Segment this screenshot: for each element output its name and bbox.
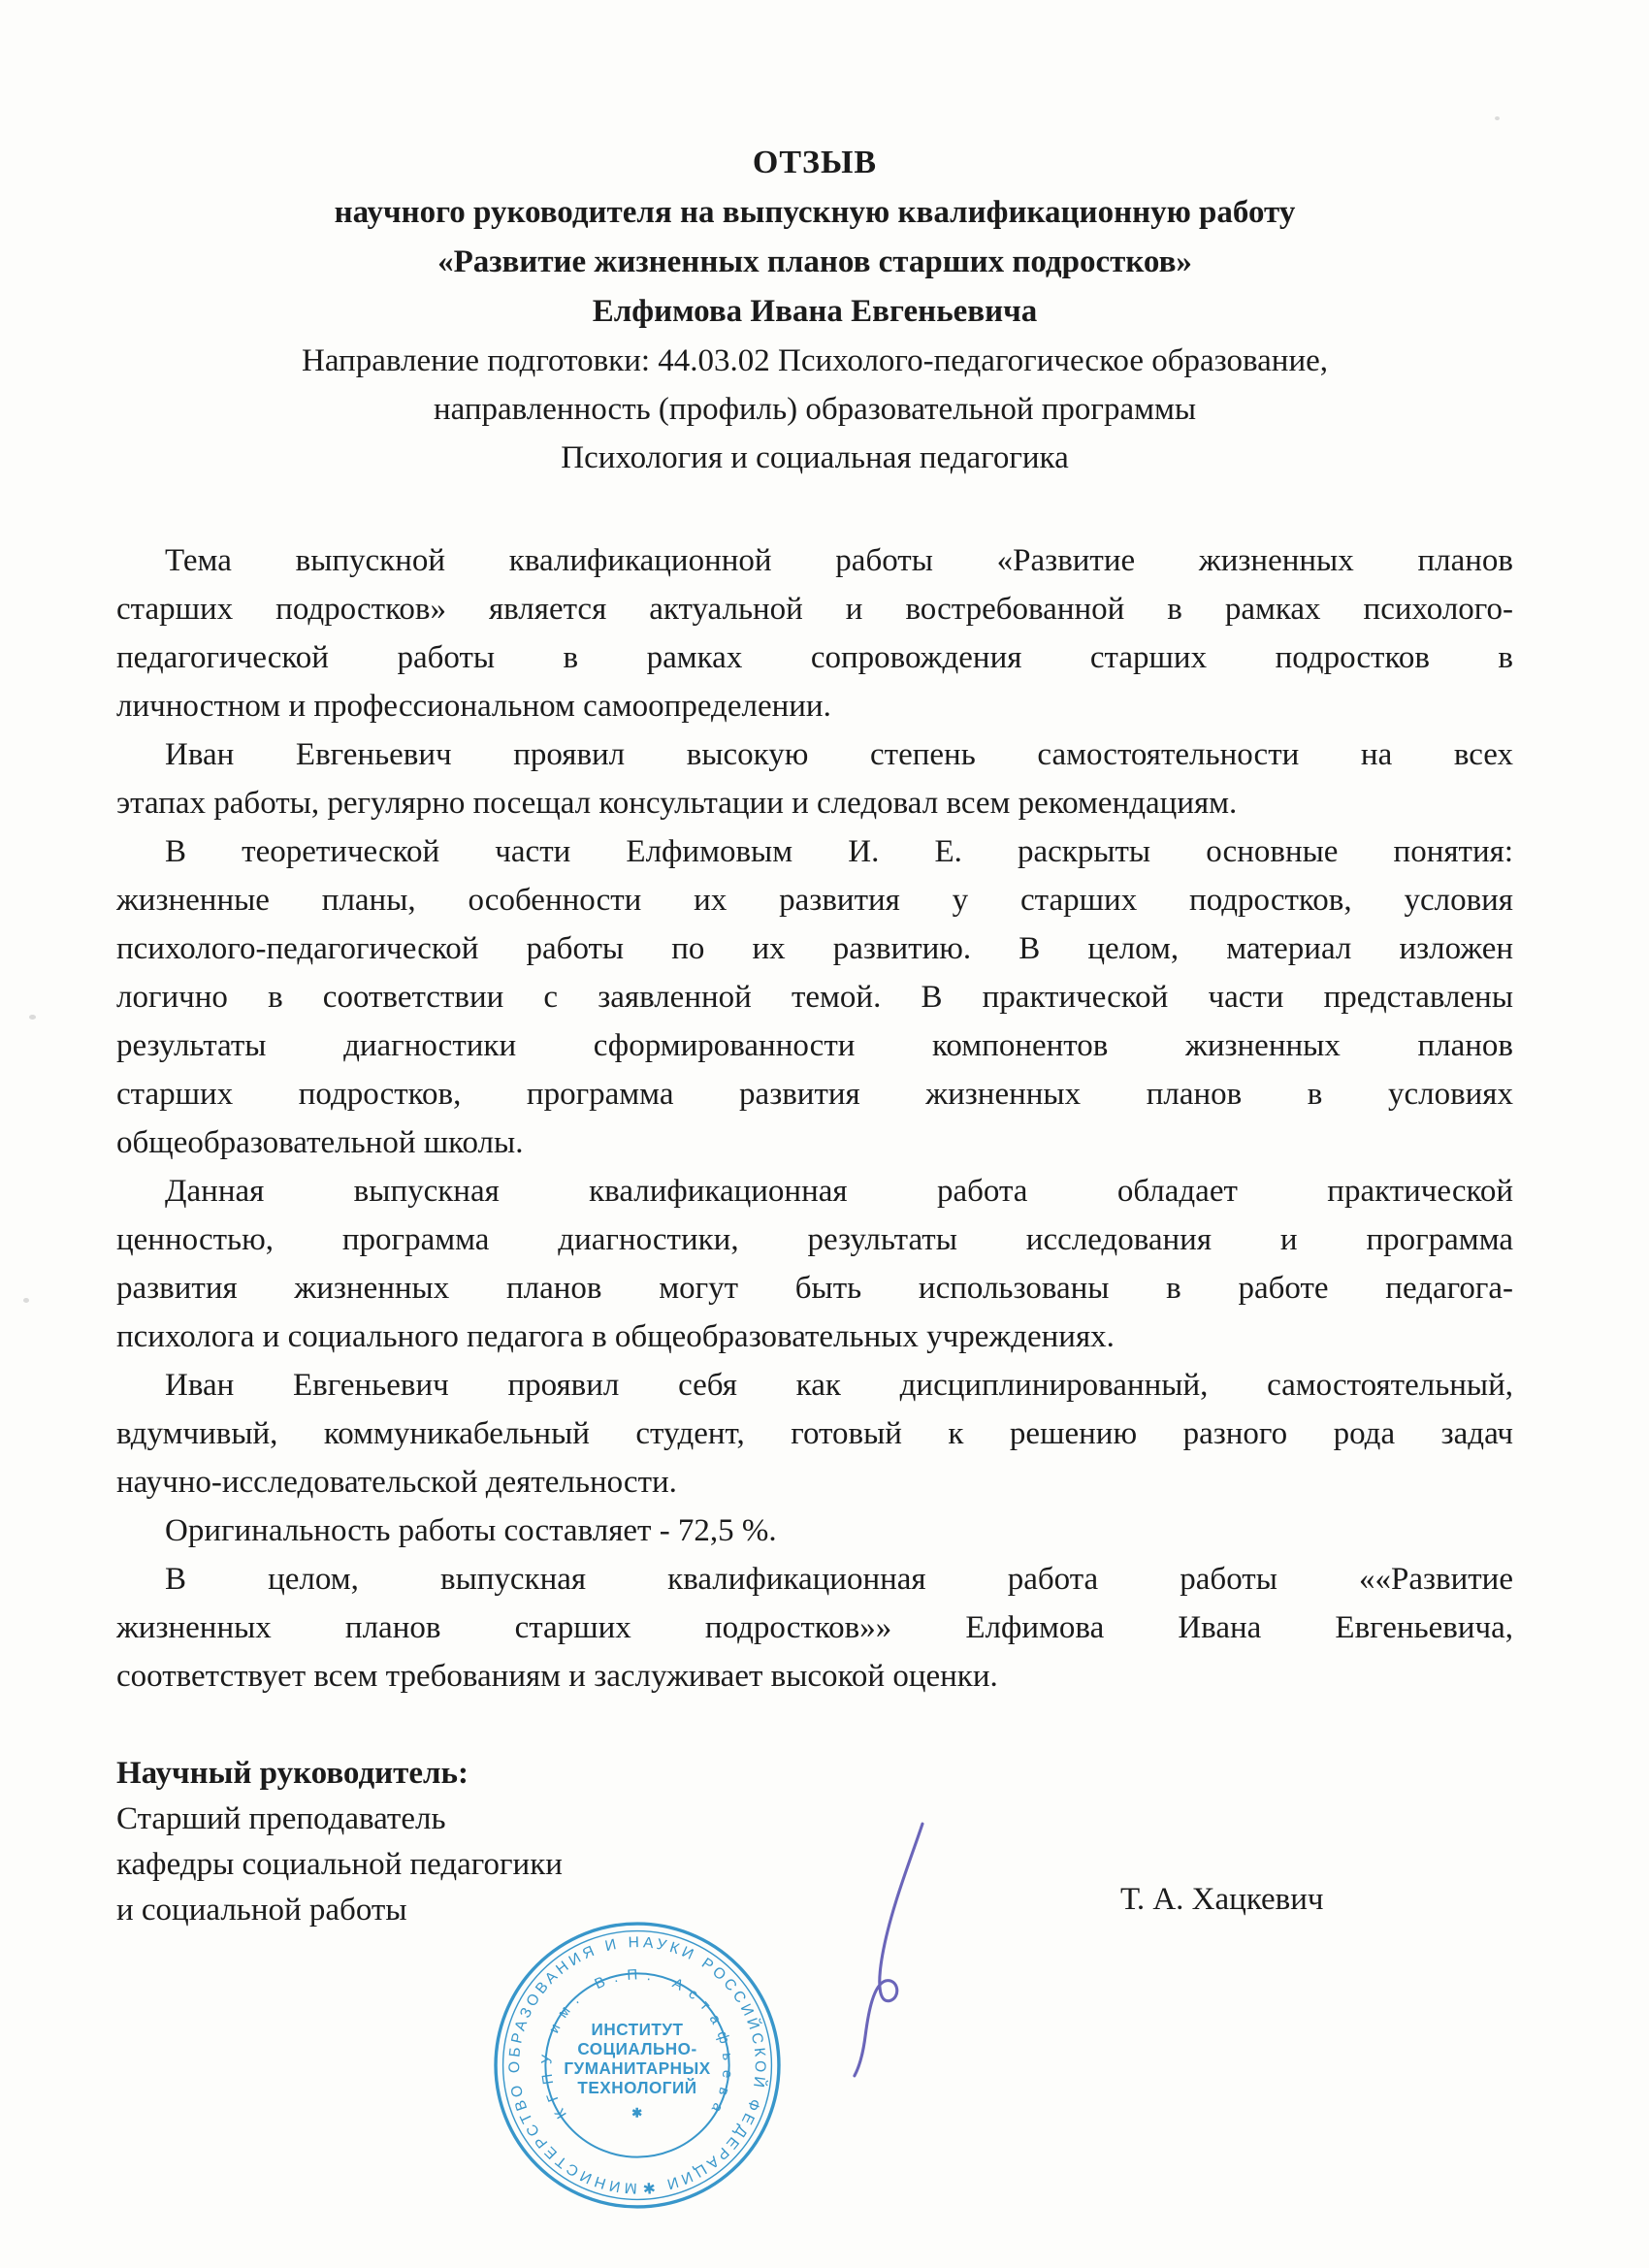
stamp-center-line: СОЦИАЛЬНО- (577, 2039, 697, 2058)
text-line: вдумчивый, коммуникабельный студент, готовый к решению разного рода задач (116, 1416, 1513, 1451)
text-line: жизненные планы, особенности их развития у старших подростков, условия (116, 883, 1513, 918)
text-line: Данная выпускная квалификационная работа обладает практической (165, 1174, 1513, 1209)
page-title: ОТЗЫВ (752, 145, 878, 180)
text-line: этапах работы, регулярно посещал консультации и следовал всем рекомендациям. (116, 786, 1238, 821)
stamp-university-arc-text: КГПУ им. В.П. Астафьева (538, 1966, 736, 2122)
text-line: общеобразовательной школы. (116, 1125, 524, 1160)
paragraph (116, 730, 1513, 827)
paragraph (116, 1167, 1513, 1361)
paragraph (116, 536, 1513, 730)
paragraph (116, 827, 1513, 1167)
text-line: научно-исследовательской деятельности. (116, 1465, 677, 1500)
stamp-center-line: ИНСТИТУТ (591, 2020, 684, 2039)
scan-speck (29, 1015, 36, 1020)
text-line: личностном и профессиональном самоопределении. (116, 689, 831, 724)
header-subtitle-line: научного руководителя на выпускную квалификационную работу (334, 195, 1296, 230)
signature-stroke (855, 1824, 922, 2076)
text-line: Оригинальность работы составляет - 72,5 %. (165, 1513, 777, 1548)
header-program-lines (116, 337, 1513, 482)
scan-speck (1495, 116, 1500, 120)
supervisor-position-line: кафедры социальной педагогики (116, 1847, 563, 1882)
signature-block (116, 1750, 795, 1933)
text-line: развития жизненных планов могут быть использованы в работе педагога- (116, 1271, 1513, 1306)
paragraph (116, 1361, 1513, 1507)
supervisor-position-line: Старший преподаватель (116, 1801, 446, 1836)
scan-speck (23, 1298, 29, 1303)
text-line: психолога и социального педагога в общеобразовательных учреждениях. (116, 1319, 1115, 1354)
header-program-line: Направление подготовки: 44.03.02 Психолого-педагогическое образование, (301, 343, 1329, 378)
institution-stamp (491, 1919, 784, 2212)
text-line: результаты диагностики сформированности компонентов жизненных планов (116, 1028, 1513, 1063)
paragraph (116, 1555, 1513, 1701)
supervisor-label: Научный руководитель: (116, 1756, 469, 1791)
stamp-outer-ring-text: МИНИСТЕРСТВО ОБРАЗОВАНИЯ И НАУКИ РОССИЙСКОЙ ФЕДЕРАЦИИ ✱ (506, 1934, 768, 2196)
text-line: Иван Евгеньевич проявил высокую степень самостоятельности на всех (165, 737, 1513, 772)
text-line: соответствует всем требованиям и заслуживает высокой оценки. (116, 1659, 998, 1694)
text-line: старших подростков, программа развития жизненных планов в условиях (116, 1077, 1513, 1112)
supervisor-position-line: и социальной работы (116, 1893, 407, 1928)
document-body (116, 536, 1513, 1701)
text-line: психолого-педагогической работы по их развитию. В целом, материал изложен (116, 931, 1513, 966)
supervisor-position-lines (116, 1797, 795, 1933)
text-line: В целом, выпускная квалификационная работа работы ««Развитие (165, 1562, 1513, 1597)
text-line: Иван Евгеньевич проявил себя как дисциплинированный, самостоятельный, (165, 1368, 1513, 1403)
stamp-center-line: ГУМАНИТАРНЫХ (564, 2059, 711, 2079)
text-line: педагогической работы в рамках сопровождения старших подростков в (116, 640, 1513, 675)
text-line: жизненных планов старших подростков»» Елфимова Ивана Евгеньевича, (116, 1610, 1513, 1645)
paragraph (116, 1507, 1513, 1555)
text-line: старших подростков» является актуальной и востребованной в рамках психолого- (116, 592, 1513, 627)
text-line: Тема выпускной квалификационной работы «Развитие жизненных планов (165, 543, 1513, 578)
header-program-line: направленность (профиль) образовательной программы (433, 392, 1197, 427)
stamp-center-line: ТЕХНОЛОГИЙ (577, 2079, 697, 2098)
text-line: ценностью, программа диагностики, результаты исследования и программа (116, 1222, 1513, 1257)
header-subtitle-line: «Развитие жизненных планов старших подростков» (437, 244, 1192, 279)
stamp-center-text (564, 2021, 710, 2121)
header-subtitle-lines (116, 188, 1513, 337)
handwritten-signature-ink (836, 1820, 945, 2080)
supervisor-name: Т. А. Хацкевич (1120, 1882, 1324, 1917)
header-program-line: Психология и социальная педагогика (561, 440, 1069, 475)
stamp-asterisk-mark: ✱ (631, 2105, 643, 2121)
header-subtitle-line: Елфимова Ивана Евгеньевича (592, 294, 1038, 329)
text-line: логично в соответствии с заявленной темой. В практической части представлены (116, 980, 1513, 1015)
document-header (116, 138, 1513, 482)
text-line: В теоретической части Елфимовым И. Е. раскрыты основные понятия: (165, 834, 1513, 869)
